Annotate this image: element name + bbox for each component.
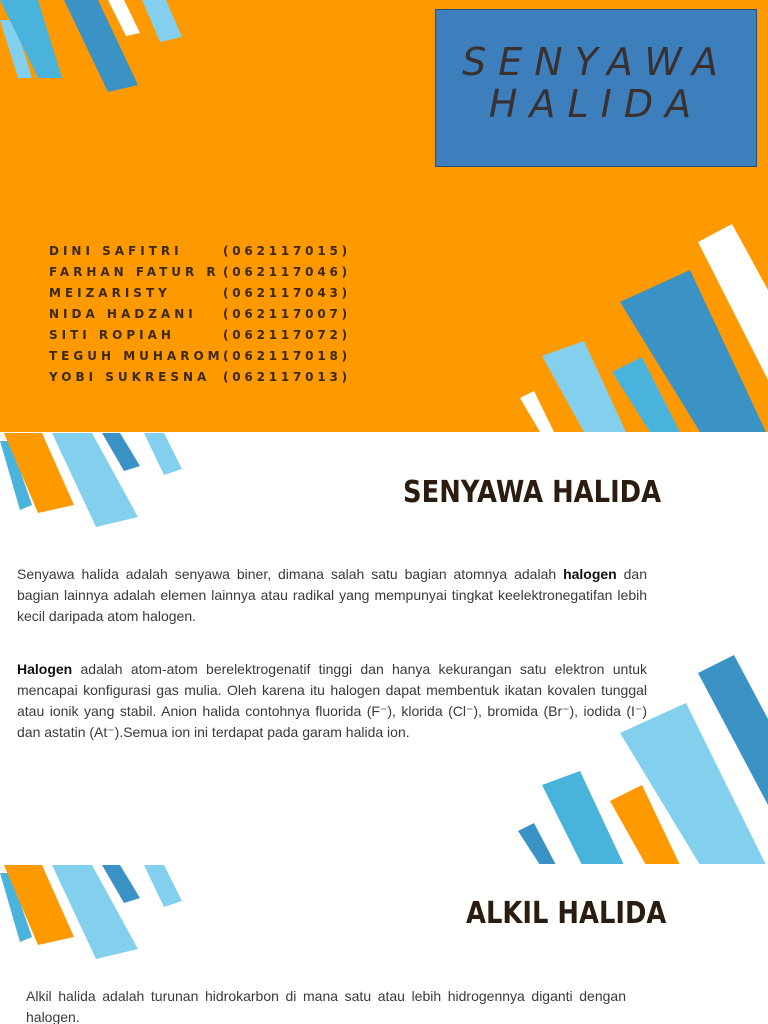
member-id: (062117072) bbox=[223, 328, 351, 342]
title-line-2: HALIDA bbox=[488, 82, 704, 126]
paragraph-text: Senyawa halida adalah senyawa biner, dimana salah satu bagian atomnya adalah bbox=[17, 566, 564, 582]
member-name: YOBI SUKRESNA bbox=[49, 370, 211, 384]
title-slide bbox=[0, 0, 768, 432]
member-id: (062117013) bbox=[223, 370, 351, 384]
member-id: (062117007) bbox=[223, 307, 351, 321]
title-line-1: SENYAWA bbox=[462, 40, 730, 84]
section-heading: SENYAWA HALIDA bbox=[403, 475, 662, 510]
content-slide-alkil-halida bbox=[0, 865, 768, 1024]
paragraph-text: dan bagian lainnya adalah elemen lainnya atau radikal yang mempunyai tingkat keelektronegatifan lebih kecil daripada atom halogen. bbox=[17, 566, 647, 624]
member-name: NIDA HADZANI bbox=[49, 307, 197, 321]
bold-term: Halogen bbox=[17, 661, 73, 677]
member-name: SITI ROPIAH bbox=[49, 328, 175, 342]
paragraph-alkil-halida: Alkil halida adalah turunan hidrokarbon di mana satu atau lebih hidrogennya diganti dengan halogen. bbox=[26, 988, 626, 1024]
paragraph-halogen bbox=[17, 659, 647, 743]
member-id: (062117018) bbox=[223, 349, 351, 363]
member-id: (062117015) bbox=[223, 244, 351, 258]
member-name: TEGUH MUHAROM bbox=[49, 349, 224, 363]
title-box bbox=[435, 9, 757, 167]
member-id: (062117046) bbox=[223, 265, 351, 279]
bold-term: halogen bbox=[563, 566, 617, 582]
paragraph-text: adalah atom-atom berelektrogenatif tinggi dan hanya kekurangan satu elektron untuk mencapai konfigurasi gas mulia. Oleh karena itu halogen dapat membentuk ikatan kovalen tunggal atau ionik yang stabil. Anion halida contohnya fluorida (F⁻), klorida (Cl⁻), bromida (Br⁻), iodida (I⁻) dan astatin (At⁻).Semua ion ini terdapat pada garam halida ion. bbox=[17, 661, 647, 740]
member-name: FARHAN FATUR R bbox=[49, 265, 220, 279]
content-slide-senyawa-halida bbox=[0, 433, 768, 864]
member-name: MEIZARISTY bbox=[49, 286, 171, 300]
member-id: (062117043) bbox=[223, 286, 351, 300]
paragraph-definition bbox=[17, 564, 647, 627]
member-name: DINI SAFITRI bbox=[49, 244, 183, 258]
section-heading: ALKIL HALIDA bbox=[466, 896, 667, 931]
